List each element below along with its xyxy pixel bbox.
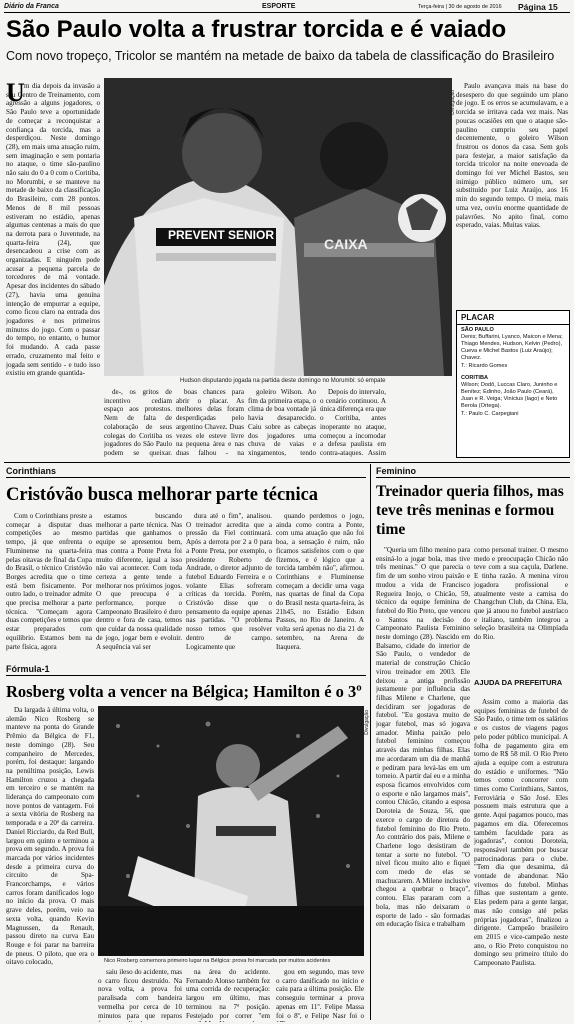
jersey-right-text: CAIXA xyxy=(324,236,368,252)
formula1-headline: Rosberg volta a vencer na Bélgica; Hamilton é o 3º xyxy=(6,682,362,701)
formula1-column-3: na área do acidente. Fernando Alonso também fez uma corrida de recuperação: largou em último, mas terminou na 7ª posição. Festejado por correr "em xyxy=(186,968,270,1020)
lead-photo xyxy=(104,78,452,376)
formula1-photo xyxy=(98,706,364,956)
feminino-column-2: como personal trainer. O mesmo medo e preocupação Chicão não teve com a sua caçula, Darlene. E tinha razão. A menina virou jogadora profissional e atualmente veste a camisa do Changchun Club, da China. Ela, que já atuou no futebol austríaco e italiano, também integrou a seleção brasileira na Olimpíada do Rio. xyxy=(474,546,568,642)
corinthians-headline: Cristóvão busca melhorar parte técnica xyxy=(6,485,319,505)
lead-photo-credit: Divulgação xyxy=(450,90,456,115)
jersey-left-text: PREVENT SENIOR xyxy=(167,228,275,242)
feminino-label-rule xyxy=(376,477,570,478)
placar-box xyxy=(456,310,570,458)
formula1-label-rule xyxy=(6,675,366,676)
feminino-column-1: "Queria um filho menino para ensiná-lo a jogar bola, mas tive três meninas." O que parecia o fim de um sonho virou paixão e mudou a vida de Francisco Regueira Inojo, o Chicão, 59, técnico da equipe feminina de futebol do Rio Preto, que venceu o Santos na decisão do Campeonato Paulista Feminino neste domingo (28). Nascido em Balsamo, cidade do interior de São Paulo, o vendedor de material de construção Chicão virou treinador em 2003. Ele deixou a antiga profissão justamente por influência das filhas Milene e Charlene, que decidiram ser jogadoras de futebol. "Eu gostava muito de jogar futebol, mas só jogava amador. Minha paixão pelo futebol feminino começou através das minhas filhas. Elas me acordaram um dia de manhã e pediram para levá-las em um torneio. A partir daí eu e a minha esposa ficamos envolvidos com o esporte e não largamos mais", contou Chicão, citando a esposa Doroteia de Souza, 56, que exerce o cargo de diretora do futebol feminino do Rio Preto. Ao contrário dos pais, Milene e Charlene logo desistiram de tentar a sorte no futebol. "O nível ficou muito alto e fiquei com medo de elas se machucarem. A Milene inclusive chegou a quebrar o braço", contou. Elas pararam com a bola, mas não deixaram o esporte de lado - são formadas em educação física e trabalham xyxy=(376,546,470,929)
placar-rule xyxy=(457,324,569,325)
corinthians-label: Corinthians xyxy=(6,466,57,476)
lead-column-1: m dia depois da invasão a seu Centro de Treinamento, com agressão a alguns jogadores, o São Paulo teve a oportunidade de começar a reconquistar a confiança da torcida, mas a desperdiçou. Neste domingo (28), em mais uma atuação ruim, sem imaginação e sem pontaria no ataque, o time são-paulino não saiu do 0 a 0 com o Coritiba, no Morumbi, e se manteve na metade de baixo da classificação do Brasileiro, com 28 pontos. Menos de 8 mil pessoas estiveram no estádio, apenas algumas centenas a mais do que na derrota para o Juventude, na quarta-feira (24), que desencadeou a crise com as organizadas. E ninguém pode acusar a pequena parcela de torcedores de má vontade. Apesar dos incidentes do sábado (27), havia uma genuína intenção de empurrar a equipe, como ficou claro na entrada dos jogadores e nos primeiros minutos do jogo. Com o passar do tempo, no entanto, o humor foi mudando. A cada passe errado, cruzamento mal feito e jogada sem sentido - e tudo isso existiu em grande quantida- xyxy=(6,82,100,378)
header-rule xyxy=(4,12,570,13)
lead-photo-caption: Hudson disputando jogada na partida deste domingo no Morumbi: só empate xyxy=(180,378,386,384)
corinthians-column-3: dura até o fim", analisou. O treinador acredita que a pressão da Fiel continuará. Após a derrota por 2 a 0 para a Ponte Preta, por exemplo, o presidente Roberto de Andrade, o diretor adjunto de futebol Eduardo Ferreira e o volante Elias sofreram críticas da torcida. Porém, Cristóvão disse que o pensamento da equipe apenas nas partidas. "O problema nosso temos que resolver dentro de campo. Logicamente que xyxy=(186,512,272,651)
formula1-column-4: gou em segundo, mas teve o carro danificado no início e caiu para a última posição. Ele conseguiu terminar a prova apenas em 11º. Felipe Massa foi o 8º, e Felipe Nasr foi o xyxy=(276,968,364,1020)
placar-team2-lineup: Wilson; Dodô, Luccas Claro, Juninho e Benítez; Edinho, João Paulo (Ceará), Juan e R. Veiga; Vinícius (Iago) e Neto Berola (Ortega). xyxy=(461,382,558,409)
formula1-photo-credit: Divulgação xyxy=(364,710,370,735)
lead-photo-art xyxy=(104,78,452,376)
section-name: ESPORTE xyxy=(262,3,296,10)
formula1-label: Fórmula-1 xyxy=(6,664,50,674)
placar-title: PLACAR xyxy=(461,313,495,322)
formula1-column-2: saiu ileso do acidente, mas o carro ficou destruído. Na nova volta, a prova foi paralisada com bandeira vermelha por cerca de 10 minutos para que reparos xyxy=(98,968,182,1020)
placar-team1: SÃO PAULO xyxy=(461,327,494,333)
corinthians-column-1: Com o Corinthians preste a começar a disputar duas competições ao mesmo tempo, já que enfrenta o Fluminense na quarta-feira pelas oitavas de final da Copa do Brasil, o técnico Cristóvão Borges acredita que o time está bem fisicamente. Por outro lado, o treinador admite que precisa melhorar a parte técnica. "Começam agora duas competições e temos que estar preparados com equilíbrio. Estamos bem na parte física, agora xyxy=(6,512,92,651)
feminino-label: Feminino xyxy=(376,466,416,476)
formula1-photo-art xyxy=(98,706,364,956)
page-number: Página 15 xyxy=(518,2,558,12)
placar-team2: CORITIBA xyxy=(461,375,489,381)
lead-headline: São Paulo volta a frustrar torcida e é vaiado xyxy=(6,16,507,43)
corinthians-label-rule xyxy=(6,477,366,478)
placar-team2-coach: T.: Paulo C. Carpegiani xyxy=(461,411,519,417)
corinthians-column-2: estamos buscando melhorar a parte técnica. Nas partidas que ganhamos o equipe se apresentou bem, mas contra a Ponte Preta foi muito diferente, igual a isso não vai acontecer. Com toda certeza a gente tende a melhorar nos próximos jogos. O que preocupa é a performance, porque o Campeonato Brasileiro é duro dentro e fora de casa, temos que cuidar da nossa qualidade de jogo, jogar bem e evoluir. A sequência vai ser xyxy=(96,512,182,651)
lead-column-right: Paulo avançava mais na base do desespero do que seguindo um plano de jogo. E os erros se acumulavam, e a torcida se irritava cada vez mais. Nas poucas ocasiões em que o ataque são-paulino cumpriu seu papel decentemente, o goleiro Wilson frustrou os donos da casa. Sem gols para festejar, a maior satisfação da torcida tricolor na noite enevoada de domingo foi ver Michel Bastos, seu inimigo público número um, ser substituído por Luiz Araújo, aos 16 min do segundo tempo. O meia, mais uma vez, ouviu enorme quantidade de palavrões. No apito final, como esperado, vaias. Muitas vaias. xyxy=(456,82,568,230)
feminino-column-2b: Assim como a maioria das equipes femininas de futebol de São Paulo, o time tem os salários e os custos de viagens pagos pelo poder público municipal. A folha de pagamento gira em torno de R$ 58 mil. O Rio Preto ajuda a equipe com a estrutura do estádio e uniformes. "Não temos como concorrer com times como Corinthians, Santos, Ferroviária e São José. Eles possuem mais estrutura que a gente. Aqui pagamos pouco, mas pagamos em dia. Oferecemos também faculdade para as jogadoras", contou Doroteia, responsável também por buscar patrocinadoras para o clube. "Tem dia que desanima, dá vontade de abandonar. Não vivemos do futebol. Minhas filhas que sustentam a gente. Elas pedem para a gente largar, mas não consigo até pelas próprias jogadoras", finalizou a dirigente. Campeão brasileiro em 2015 e vice-campeão neste ano, o Rio Preto conquistou no domingo seu primeiro título do Campeonato Paulista. xyxy=(474,698,568,968)
lead-column-3: boas chances para abrir o placar. As melhores delas foram desperdiçadas pelo argentino Chavez. Duas vezes ele esteve livre na pequena área e nas duas falhou - na xyxy=(176,388,244,457)
lead-column-4: goleiro Wilson. Ao fim da primeira etapa, o clima de boa vontade já havia desaparecido. Caiu sobre as cabeças dos jogadores uma chuva de vaias e xingamentos, tendo xyxy=(248,388,316,457)
feminino-headline: Treinador queria filhos, mas teve três meninas e formou time xyxy=(376,483,564,538)
section-rule xyxy=(4,462,570,463)
feminino-subhead: AJUDA DA PREFEITURA xyxy=(474,678,563,687)
placar-team1-coach: T.: Ricardo Gomes xyxy=(461,363,508,369)
lead-column-2: de-, os gritos de incentivo cediam espaço aos protestos. Nem de falta de colaboração de seus colegas do Coritiba os jogadores do São Paulo podem se queixar. xyxy=(104,388,172,457)
dropcap: U xyxy=(6,78,25,107)
masthead-logo: Diário da Franca xyxy=(4,3,59,10)
formula1-photo-caption: Nico Rosberg comemora primeiro lugar na Bélgica: prova foi marcada por muitos acidentes xyxy=(104,958,331,964)
placar-team1-lineup: Denis; Buffarini, Lyanco, Maicon e Mena; Thiago Mendes, Hudson, Kelvin (Pedro), Cueva e Michel Bastos (Luiz Araújo); Chavez. xyxy=(461,334,563,361)
vertical-divider xyxy=(370,464,371,1020)
lead-column-5: Depois do intervalo, o cenário continuou. A única diferença era que o Coritiba, antes inoperante no ataque, começou a incomodar a defesa paulista em contra-ataques. Assim xyxy=(320,388,386,457)
formula1-column-1: Da largada à última volta, o alemão Nico Rosberg se manteve na ponta do Grande Prêmio da Bélgica de F1, neste domingo (28). Seu companheiro de Mercedes, porém, foi destaque: largando na penúltima posição, Lewis Hamilton cruzou a chegada em terceiro e se mantém na liderança do campeonato com nove pontos de vantagem. Foi a sexta vitória de Rosberg na temporada e a 20ª da carreira. Daniel Ricciardo, da Red Bull, largou em quinto e terminou a prova em segundo. A prova foi marcada por vários incidentes desde a primeira curva do circuito de Spa-Francorchamps, e vários carros foram danificados logo no início da prova. O mais grave deles, porém, veio na sexta volta, quando Kevin Magnussen, da Renault, passou direto na curva Eau Rouge e foi parar na barreira de pneus. O piloto, que era o oitavo colocado, xyxy=(6,706,94,967)
corinthians-column-4: quando perdemos o jogo, ainda como contra a Ponte, com uma atuação que não foi boa, a sensação é ruim, não ficamos satisfeitos com o que fizemos, e é lógico que a torcida também não", afirmou. Corinthians e Fluminense começam a decidir uma vaga nas quartas de final da Copa do Brasil nesta quarta-feira, às 21h45, no Estádio Edson Passos, no Rio de Janeiro. A volta será apenas no dia 21 de setembro, na Arena de Itaquera. xyxy=(276,512,364,651)
lead-subhead: Com novo tropeço, Tricolor se mantém na metade de baixo da tabela de classificação do Brasileiro xyxy=(6,49,555,63)
header-date: Terça-feira | 30 de agosto de 2016 xyxy=(418,4,502,10)
